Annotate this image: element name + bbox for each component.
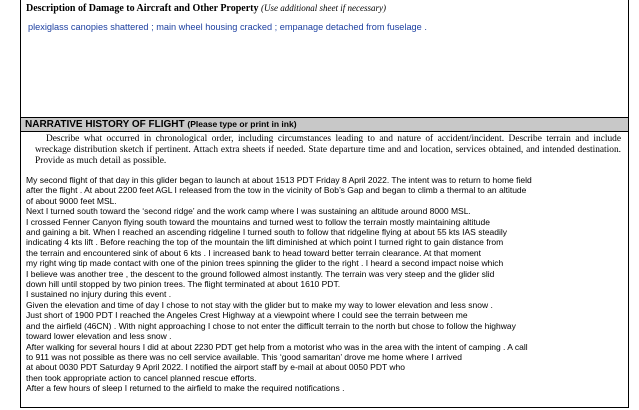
narrative-line: at about 0030 PDT Saturday 9 April 2022. I notified the airport staff by e-mail at about 0050 PDT who: [26, 362, 405, 373]
narrative-subtitle: (Please type or print in ink): [187, 119, 297, 129]
narrative-line: after the flight . At about 2200 feet AGL I released from the tow in the vicinity of Bob’s Gap and began to climb a thermal to an altitude: [26, 185, 527, 196]
narrative-line: of about 9000 feet MSL.: [26, 195, 117, 206]
narrative-header-bar: [21, 117, 628, 132]
narrative-line: My second flight of that day in this glider began to launch at about 1513 PDT Friday 8 April 2022. The intent was to return to home field: [26, 175, 532, 185]
narrative-line: toward lower elevation and less snow .: [26, 331, 172, 342]
narrative-line: down hill until stopped by two pinion trees. The flight terminated at about 1610 PDT.: [26, 279, 341, 290]
narrative-line: Given the elevation and time of day I chose to not stay with the glider but to make my way to lower elevation and less snow .: [26, 299, 493, 310]
narrative-text: [26, 175, 626, 394]
narrative-line: the terrain and encountered sink of about 6 kts . I increased bank to head toward better terrain clearance. At that moment: [26, 247, 482, 258]
narrative-line: Just short of 1900 PDT I reached the Angeles Crest Highway at a viewpoint where I could see the terrain between me: [26, 310, 468, 321]
narrative-line: After walking for several hours I did at about 2230 PDT get help from a motorist who was in the area with the intent of camping . A call: [26, 341, 528, 352]
narrative-instructions: Describe what occurred in chronological order, including circumstances leading to and nature of accident/incident. Describe terrain and include wreckage distribution sketch if pertinent. Attach extra sheets if needed. State departure time and and location, services obtained, and intended destination. Provide as much detail as possible.: [35, 134, 621, 166]
narrative-line: indicating 4 kts lift . Before reaching the top of the mountain the lift diminished at which point I turned right to gain distance from: [26, 237, 504, 248]
narrative-line: then took appropriate action to cancel planned rescue efforts.: [26, 372, 257, 383]
damage-description: plexiglass canopies shattered ; main wheel housing cracked ; empanage detached from fuselage .: [28, 22, 427, 32]
narrative-line: my right wing tip made contact with one of the pinion trees spinning the glider to the right . I heard a second impact noise which: [26, 258, 504, 269]
narrative-line: I crossed Fenner Canyon flying south toward the mountains and turned west to follow the terrain mostly maintaining altitude: [26, 216, 490, 227]
narrative-line: Next I turned south toward the ‘second ridge’ and the work camp where I was sustaining an altitude around 8000 MSL.: [26, 206, 471, 217]
narrative-line: After a few hours of sleep I returned to the airfield to make the required notifications .: [26, 383, 345, 394]
accident-report-form: [20, 0, 629, 408]
narrative-title: NARRATIVE HISTORY OF FLIGHT: [25, 119, 185, 130]
damage-note: (Use additional sheet if necessary): [260, 3, 386, 13]
narrative-title-wrap: [25, 118, 297, 131]
narrative-line: to 911 was not possible as there was no cell service available. This ‘good samaritan’ drove me home where I arrived: [26, 351, 462, 362]
narrative-line: and gaining a bit. When I reached an ascending ridgeline I turned south to follow that ridgeline flying at about 55 kts IAS steadily: [26, 227, 508, 238]
narrative-line: I believe was another tree , the descent to the ground followed almost instantly. The terrain was very steep and the glider slid: [26, 268, 495, 279]
damage-section-title: [26, 3, 386, 14]
narrative-line: I sustained no injury during this event .: [26, 289, 172, 300]
damage-title: Description of Damage to Aircraft and Other Property: [26, 3, 259, 14]
narrative-line: and the airfield (46CN) . With night approaching I chose to not enter the difficult terrain to the north but chose to follow the highway: [26, 320, 516, 331]
